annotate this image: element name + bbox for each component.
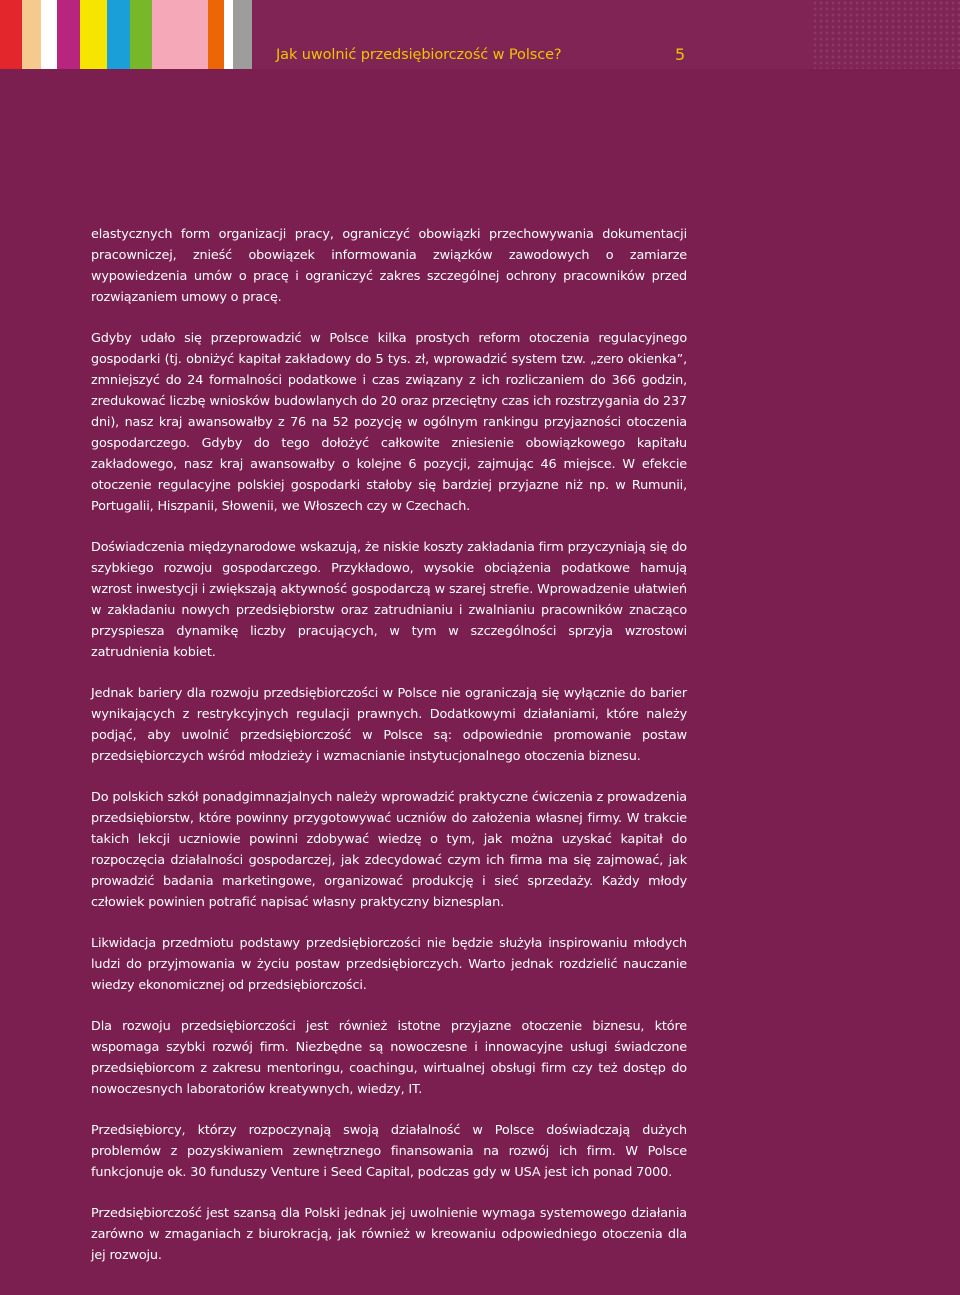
body-text [91,224,687,1286]
stripe [57,0,80,69]
stripe [22,0,41,69]
stripe [107,0,130,69]
stripe [208,0,224,69]
stripe [0,0,22,69]
paragraph: Likwidacja przedmiotu podstawy przedsiębiorczości nie będzie służyła inspirowaniu młodych ludzi do przyjmowania w życiu postaw przedsiębiorczych. Warto jednak rozdzielić nauczanie wiedzy ekonomicznej od przedsiębiorczości. [91,936,687,993]
paragraph: Przedsiębiorcy, którzy rozpoczynają swoją działalność w Polsce doświadczają dużych problemów z pozyskiwaniem zewnętrznego finansowania na rozwój ich firm. W Polsce funkcjonuje ok. 30 funduszy Venture i Seed Capital, podczas gdy w USA jest ich ponad 7000. [91,1123,687,1180]
stripe [233,0,252,69]
stripe [224,0,233,69]
page-number: 5 [675,45,686,64]
running-header-title: Jak uwolnić przedsiębiorczość w Polsce? [276,47,562,63]
color-stripes [0,0,252,69]
stripe [130,0,152,69]
paragraph: Gdyby udało się przeprowadzić w Polsce kilka prostych reform otoczenia regulacyjnego gospodarki (tj. obniżyć kapitał zakładowy do 5 tys. zł, wprowadzić system tzw. „zero okienka”, zmniejszyć do 24 formalności podatkowe i czas związany z ich rozliczaniem do 366 godzin, zredukować liczbę wniosków budowlanych do 20 oraz przeciętny czas ich rozstrzygania do 237 dni), nasz kraj awansowałby z 76 na 52 pozycję w ogólnym rankingu przyjazności otoczenia gospodarczego. Gdyby do tego dołożyć całkowite zniesienie obowiązkowego kapitału zakładowego, nasz kraj awansowałby o kolejne 6 pozycji, zajmując 46 miejsce. W efekcie otoczenie regulacyjne polskiej gospodarki stałoby się bardziej przyjazne niż np. w Rumunii, Portugalii, Hiszpanii, Słowenii, we Włoszech czy w Czechach. [91,331,687,514]
stripe [152,0,208,69]
paragraph: elastycznych form organizacji pracy, ograniczyć obowiązki przechowywania dokumentacji pracowniczej, znieść obowiązek informowania związków zawodowych o zamiarze wypowiedzenia umów o pracę i ograniczyć zakres szczególnej ochrony pracowników przed rozwiązaniem umowy o pracę. [91,227,687,305]
paragraph: Do polskich szkół ponadgimnazjalnych należy wprowadzić praktyczne ćwiczenia z prowadzenia przedsiębiorstw, które powinny przygotowywać uczniów do założenia własnej firmy. W trakcie takich lekcji uczniowie powinni zdobywać wiedzę o tym, jak można uzyskać kapitał do rozpoczęcia działalności gospodarczej, jak zdecydować czym ich firma ma się zajmować, jak prowadzić badania marketingowe, organizować produkcję i sieć sprzedaży. Każdy młody człowiek powinien potrafić napisać własny praktyczny biznesplan. [91,790,687,910]
paragraph: Dla rozwoju przedsiębiorczości jest również istotne przyjazne otoczenie biznesu, które wspomaga szybki rozwój firm. Niezbędne są nowoczesne i innowacyjne usługi świadczone przedsiębiorcom z zakresu mentoringu, coachingu, wirtualnej obsługi firm czy też dostęp do nowoczesnych laboratoriów kreatywnych, wiedzy, IT. [91,1019,687,1097]
world-map-dot-pattern [812,0,960,69]
paragraph: Jednak bariery dla rozwoju przedsiębiorczości w Polsce nie ograniczają się wyłącznie do barier wynikających z restrykcyjnych regulacji prawnych. Dodatkowymi działaniami, które należy podjąć, aby uwolnić przedsiębiorczość w Polsce są: odpowiednie promowanie postaw przedsiębiorczych wśród młodzieży i wzmacnianie instytucjonalnego otoczenia biznesu. [91,686,687,764]
stripe [80,0,107,69]
paragraph: Doświadczenia międzynarodowe wskazują, że niskie koszty zakładania firm przyczyniają się do szybkiego rozwoju gospodarczego. Przykładowo, wysokie obciążenia podatkowe hamują wzrost inwestycji i zwiększają aktywność gospodarczą w szarej strefie. Wprowadzenie ułatwień w zakładaniu nowych przedsiębiorstw oraz zatrudnianiu i zwalnianiu pracowników znacząco przyspiesza dynamikę liczby pracujących, w tym w szczególności sprzyja wzrostowi zatrudnienia kobiet. [91,540,687,660]
stripe [41,0,57,69]
paragraph: Przedsiębiorczość jest szansą dla Polski jednak jej uwolnienie wymaga systemowego działania zarówno w zmaganiach z biurokracją, jak również w kreowaniu odpowiedniego otoczenia dla jej rozwoju. [91,1206,687,1263]
